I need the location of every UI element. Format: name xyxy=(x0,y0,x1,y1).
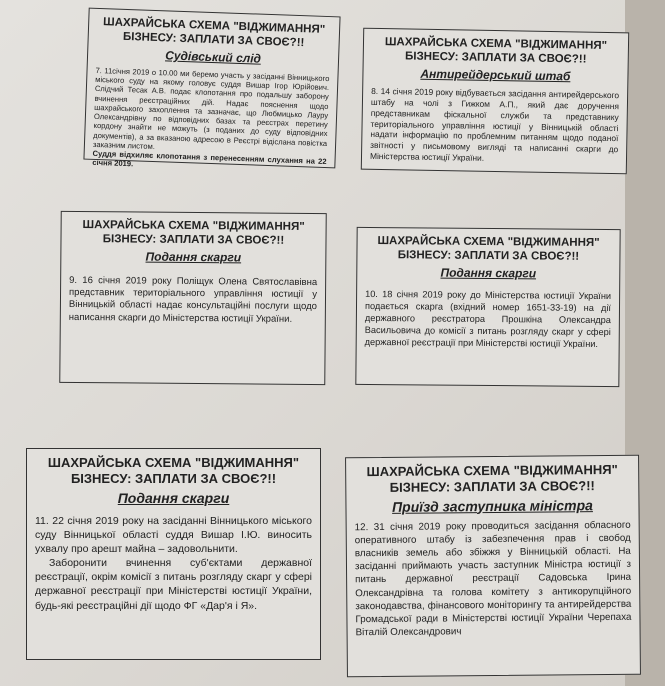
card-subtitle: Судівський слід xyxy=(164,48,262,66)
card-complaint-2 xyxy=(355,227,620,387)
card-subtitle: Приїзд заступника міністра xyxy=(391,496,593,515)
card-subtitle: Подання скарги xyxy=(440,265,537,281)
card-title-line2: БІЗНЕСУ: ЗАПЛАТИ ЗА СВОЄ?!! xyxy=(397,249,580,264)
card-judicial-trace xyxy=(83,8,340,169)
card-title-line2: БІЗНЕСУ: ЗАПЛАТИ ЗА СВОЄ?!! xyxy=(122,31,305,50)
card-title: ШАХРАЙСЬКА СХЕМА "ВІДЖИМАННЯ" xyxy=(384,36,608,52)
card-body: 7. 11січня 2019 о 10.00 ми беремо участь у засіданні Вінницького міського суду на якому головує суддя Вишар Ігор Юрійович. Слідчий Тесак А.В. подає клопотання про подальшу заборону вчинення реєстраційних дій. Надає пояснення щодо шахрайського захоплення та зазначає, що Любмицько Лауру Олександрівну по відповідних базах та реєстрах перетину кордону знайти не можуть (з поданих до суду відповідних документів), а за вказаною адресою в Реєстрі відіслана повістка заказним листом. xyxy=(92,65,330,151)
card-deputy-minister-visit xyxy=(345,455,641,678)
card-body: 9. 16 січня 2019 року Поліщук Олена Святославівна представник територіального управління юстиції у Вінницькій області надає консультаційні послуги щодо написання скарги до Міністерства юстиції України. xyxy=(68,274,318,325)
card-subtitle: Подання скарги xyxy=(117,489,230,506)
card-title-line2: БІЗНЕСУ: ЗАПЛАТИ ЗА СВОЄ?!! xyxy=(70,471,277,487)
card-subtitle: Подання скарги xyxy=(145,249,242,265)
card-complaint-1 xyxy=(59,211,326,385)
card-title: ШАХРАЙСЬКА СХЕМА "ВІДЖИМАННЯ" xyxy=(102,16,326,36)
card-title: ШАХРАЙСЬКА СХЕМА "ВІДЖИМАННЯ" xyxy=(366,461,618,480)
card-title: ШАХРАЙСЬКА СХЕМА "ВІДЖИМАННЯ" xyxy=(82,219,305,233)
card-body: 8. 14 січня 2019 року відбувається засідання антирейдерського штабу на чолі з Гижком А.П., який дає доручення представникам фіскальної служби та представнику територіального управління юстиції у Вінницькій області надати інформацію по проблемним питанням щодо поданої звітності у письмовому вигляді та написанні скарги до Міністерства юстиції України. xyxy=(369,85,620,164)
card-title: ШАХРАЙСЬКА СХЕМА "ВІДЖИМАННЯ" xyxy=(47,455,300,470)
card-title-line2: БІЗНЕСУ: ЗАПЛАТИ ЗА СВОЄ?!! xyxy=(404,50,587,66)
card-antiraider-hq xyxy=(361,28,629,175)
card-complaint-3 xyxy=(26,448,321,660)
card-title: ШАХРАЙСЬКА СХЕМА "ВІДЖИМАННЯ" xyxy=(377,235,600,249)
card-body-2: Суддя відхиляє клопотання з перенесенням слухання на 22 січня 2019. xyxy=(92,148,327,169)
card-title-line2: БІЗНЕСУ: ЗАПЛАТИ ЗА СВОЄ?!! xyxy=(102,233,285,248)
card-body: 12. 31 січня 2019 року проводиться засідання обласного оперативного штабу із забезпечення прав і свобод власників земель або збіжжя у Вінницькій області. На засіданні приймають участь заступник Міністра юстиції з питань державної реєстрації Садовська Ірина Олександрівна та голова комітету з антикорупційного законодавства, фінансового моніторингу та антирейдерства Громадської ради в Міністерстві юстиції України Черепаха Віталій Олександрович xyxy=(354,519,632,639)
card-body-2: Заборонити вчинення суб'єктами державної реєстрації, окрім комісії з питань розгляду скарг у сфері державної реєстрації при Міністерстві юстиції України, будь-які реєстраційні дії щодо ФГ «Дар'я і Я». xyxy=(35,557,312,612)
card-body: 10. 18 січня 2019 року до Міністерства юстиції України подається скарга (вхідний номер 1651-33-19) на дії державного реєстратора Прошкіна Олександра Васильовича до комісії з питань розгляду скарг у сфері державної реєстрації при Міністерстві юстиції України. xyxy=(364,288,612,349)
card-title-line2: БІЗНЕСУ: ЗАПЛАТИ ЗА СВОЄ?!! xyxy=(389,478,595,496)
card-body: 11. 22 січня 2019 року на засіданні Вінницького міського суду Вінницької області суддя Вишар І.Ю. виносить ухвалу про арешт майна – задовольнити. xyxy=(35,514,312,555)
card-subtitle: Антирейдерський штаб xyxy=(420,66,571,84)
